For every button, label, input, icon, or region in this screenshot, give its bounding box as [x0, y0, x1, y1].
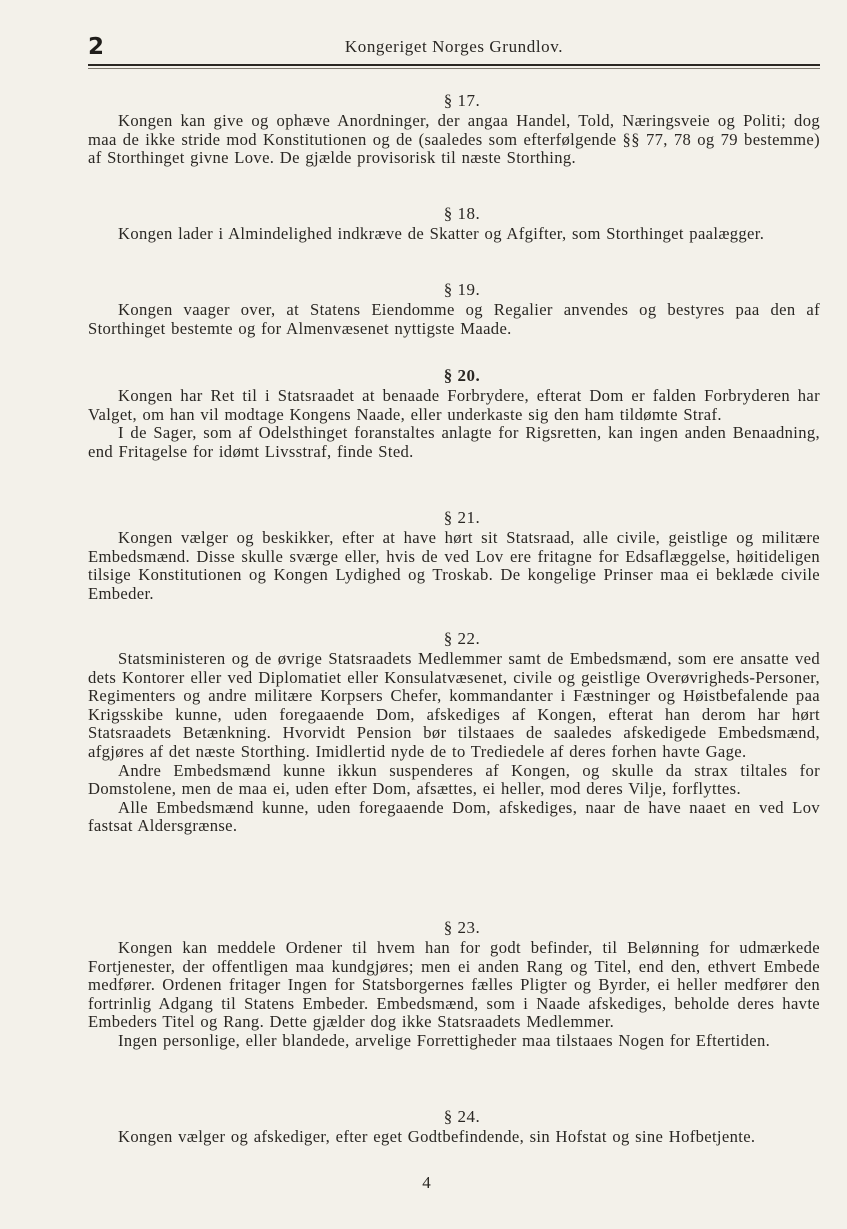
paragraph: Kongen har Ret til i Statsraadet at benaade Forbrydere, efterat Dom er falden Forbryderen har Valget, om han vil modtage Kongens Naade, eller underkaste sig den ham tildømte Straf.	[88, 386, 820, 424]
paragraph: Ingen personlige, eller blandede, arvelige Forrettigheder maa tilstaaes Nogen for Eftertiden.	[118, 1030, 771, 1050]
paragraph: Andre Embedsmænd kunne ikkun suspenderes af Kongen, og skulle da strax tiltales for Domstolene, men de maa ei, uden efter Dom, afsættes, ei heller, mod deres Vilje, forflyttes.	[88, 760, 820, 799]
paragraph: Kongen vaager over, at Statens Eiendomme og Regalier anvendes og bestyres paa den af Storthinget bestemte og for Almenvæsenet nyttigste Maade.	[88, 300, 820, 338]
paragraph: Kongen kan meddele Ordener til hvem han for godt befinder, til Belønning for udmærkede Fortjenester, der offentligen maa kundgjøres; men ei anden Rang og Titel, end den, ethvert Embede medfører. Ordenen fritager Ingen for Statsborgernes fælles Pligter og Byrder, ei heller medfører den fortrinlig Adgang til Statens Embeder. Embedsmænd, som i Naade afskediges, beholde deres havte Embeders Titel og Rang. Dette gjælder dog ikke Statsraadets Medlemmer.	[88, 938, 820, 1032]
section-21	[88, 507, 820, 603]
section-heading: § 20.	[443, 366, 481, 385]
paragraph: Kongen kan give og ophæve Anordninger, der angaa Handel, Told, Næringsveie og Politi; dog maa de ikke stride mod Konstitutionen og de (saaledes som efterfølgende §§ 77, 78 og 79 bestemme) af Storthinget givne Love. De gjælde provisorisk til næste Storthing.	[88, 111, 820, 168]
section-23	[88, 917, 820, 1051]
section-heading: § 24.	[443, 1107, 481, 1126]
header-rule	[88, 64, 820, 66]
section-heading: § 22.	[443, 629, 481, 648]
section-heading: § 19.	[443, 280, 481, 299]
paragraph: I de Sager, som af Odelsthinget foranstaltes anlagte for Rigsretten, kan ingen anden Benaadning, end Fritagelse for idømt Livsstraf, finde Sted.	[88, 423, 820, 461]
page-number: 2	[88, 34, 105, 60]
section-22	[88, 628, 820, 836]
paragraph: Kongen vælger og beskikker, efter at have hørt sit Statsraad, alle civile, geistlige og militære Embedsmænd. Disse skulle sværge eller, hvis de ved Lov ere fritagne for Edsaflæggelse, høitideligen tilsige Konstitutionen og Kongen Lydighed og Troskab. De kongelige Prinser maa ei beklæde civile Embeder.	[88, 528, 820, 603]
section-20	[88, 365, 820, 461]
section-heading: § 21.	[443, 508, 481, 527]
page-header	[88, 34, 820, 64]
section-17	[88, 90, 820, 168]
paragraph: Alle Embedsmænd kunne, uden foregaaende Dom, afskediges, naar de have naaet en ved Lov fastsat Aldersgrænse.	[88, 797, 820, 836]
paragraph: Kongen lader i Almindelighed indkræve de Skatter og Afgifter, som Storthinget paalægger.	[118, 224, 765, 243]
section-heading: § 18.	[443, 204, 481, 223]
paragraph: Statsministeren og de øvrige Statsraadets Medlemmer samt de Embedsmænd, som ere ansatte ved dets Kontorer eller ved Diplomatiet eller Konsulatvæsenet, civile og geistlige Overøvrigheds-Personer, Regimenters og andre militære Korpsers Chefer, kommandanter i Fæstninger og Høistbefalende paa Krigsskibe kunne, uden foregaaende Dom, afskediges af Kongen, efterat han derom har hørt Statsraadets Betænkning. Hvorvidt Pension bør tilstaaes de saaledes afskedigede Embedsmænd, afgjøres af det næste Storthing. Imidlertid nyde de to Trediedele af deres forhen havte Gage.	[88, 649, 820, 761]
footer-page-number: 4	[422, 1173, 431, 1192]
section-18	[88, 203, 820, 244]
running-title: Kongeriget Norges Grundlov.	[344, 37, 564, 56]
section-24	[88, 1106, 820, 1147]
section-19	[88, 279, 820, 338]
section-heading: § 23.	[443, 918, 481, 937]
section-heading: § 17.	[443, 91, 481, 110]
header-rule-thin	[88, 68, 820, 69]
paragraph: Kongen vælger og afskediger, efter eget Godtbefindende, sin Hofstat og sine Hofbetjente.	[118, 1127, 756, 1146]
